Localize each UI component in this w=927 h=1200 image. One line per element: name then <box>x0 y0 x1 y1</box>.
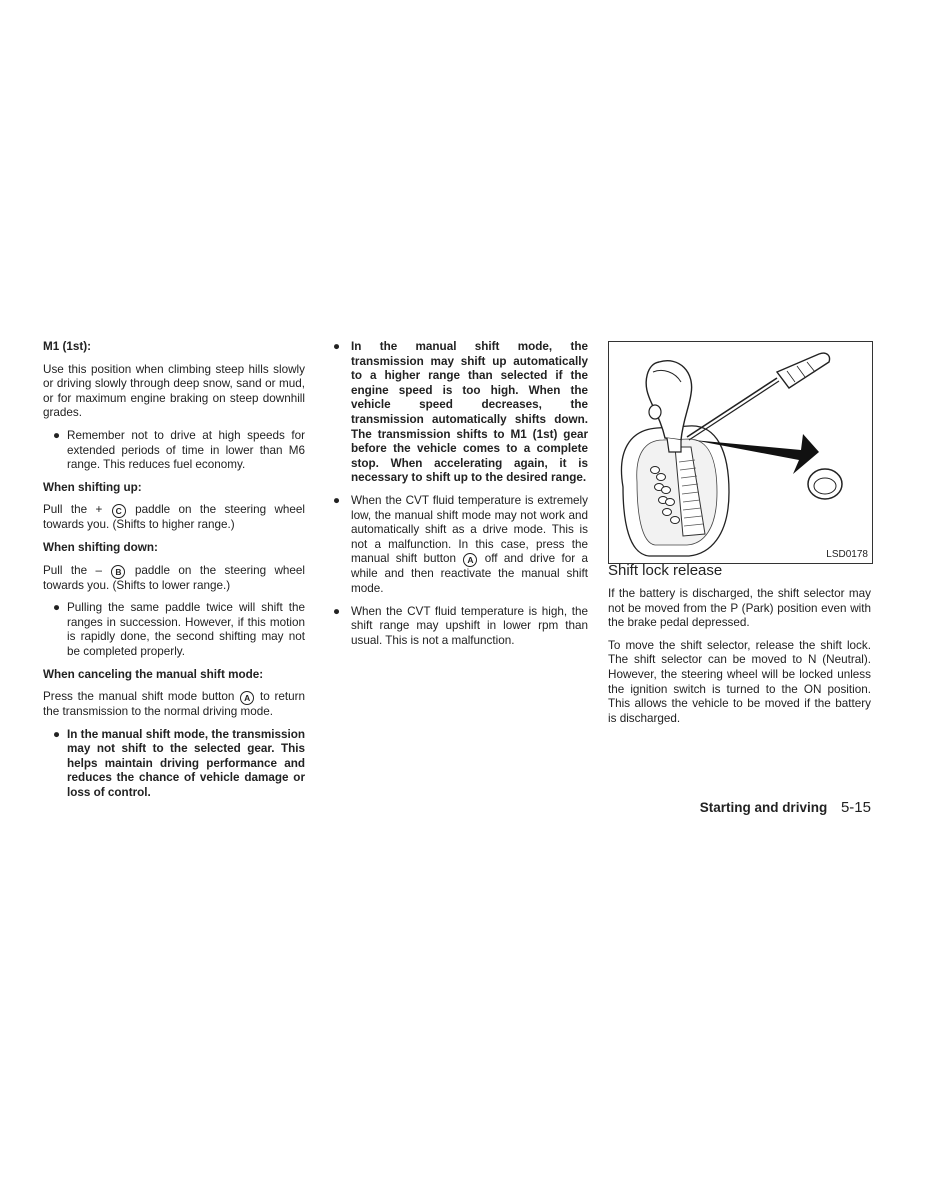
bullet-icon: ● <box>333 493 341 507</box>
bullet-icon: ● <box>53 428 61 442</box>
page-number: 5-15 <box>840 799 871 816</box>
m1-bullet-text: Remember not to drive at high speeds for extended periods of time in lower than M6 range. This reduces fuel economy. <box>67 428 305 472</box>
shift-lock-drawing <box>609 342 872 563</box>
middle-column <box>333 340 588 656</box>
right-column <box>608 587 871 734</box>
page-footer <box>700 799 871 816</box>
shift-down-text-start: Pull the – <box>43 563 103 577</box>
bullet-icon: ● <box>53 727 61 741</box>
footer-section: Starting and driving <box>699 800 828 815</box>
callout-b-icon: B <box>111 565 125 579</box>
shift-lock-paragraph-1: If the battery is discharged, the shift selector may not be moved from the P (Park) position even with the brake pedal depressed. <box>608 587 871 630</box>
list-item <box>43 601 305 659</box>
list-item <box>333 605 588 649</box>
list-item <box>43 728 305 801</box>
auto-shift-bullet-text: In the manual shift mode, the transmission may shift up automatically to a higher range than selected if the engine speed is too high. When the vehicle speed decreases, the transmission automatically shifts down. The transmission shifts to M1 (1st) gear before the vehicle comes to a complete stop. When accelerating again, it is necessary to shift up to the desired range. <box>351 340 588 485</box>
shift-lock-paragraph-2: To move the shift selector, release the shift lock. The shift selector can be moved to N (Neutral). However, the steering wheel will be locked unless the ignition switch is turned to the ON position. This allows the vehicle to be moved if the battery is discharged. <box>608 638 871 725</box>
m1-text: Use this position when climbing steep hills slowly or driving slowly through deep snow, sand or mud, or for maximum engine braking on steep downhill grades. <box>43 362 305 420</box>
list-item <box>43 429 305 473</box>
shift-down-text <box>43 564 305 594</box>
shift-up-heading: When shifting up: <box>43 480 142 494</box>
cancel-text-end: to return the transmission to the normal driving mode. <box>43 690 306 719</box>
bullet-icon: ● <box>333 340 341 353</box>
bullet-icon: ● <box>333 604 341 618</box>
list-item <box>333 340 588 486</box>
shift-down-text-end: paddle on the steering wheel towards you. (Shifts to lower range.) <box>43 563 306 592</box>
low-temp-bullet-text <box>351 494 588 595</box>
cancel-text-start: Press the manual shift mode button <box>43 690 235 704</box>
cancel-bullet-text: In the manual shift mode, the transmission may not shift to the selected gear. This helps maintain driving performance and reduces the chance of vehicle damage or loss of control. <box>67 727 305 800</box>
high-temp-bullet-text: When the CVT fluid temperature is high, the shift range may upshift in lower rpm than usual. This is not a malfunction. <box>351 604 588 647</box>
down-bullet-text: Pulling the same paddle twice will shift the ranges in succession. However, if this motion is rapidly done, the second shifting may not be completed properly. <box>67 601 305 658</box>
section-title: Shift lock release <box>608 562 723 579</box>
bullet-icon: ● <box>53 601 61 615</box>
shift-up-text <box>43 503 305 533</box>
shift-lock-illustration <box>608 341 873 564</box>
cancel-text <box>43 690 305 720</box>
list-item <box>333 494 588 597</box>
shift-down-heading: When shifting down: <box>43 540 158 554</box>
figure-code: LSD0178 <box>826 549 868 560</box>
low-temp-text-start: When the CVT fluid temperature is extremely low, the manual shift mode may not work and automatically shift as a drive mode. This is not a malfunction. In this case, press the manual shift button <box>351 493 588 566</box>
cancel-heading: When canceling the manual shift mode: <box>43 667 264 681</box>
left-column <box>43 340 305 809</box>
m1-heading: M1 (1st): <box>43 340 92 353</box>
shift-up-text-start: Pull the + <box>43 503 103 517</box>
callout-a-icon: A <box>463 553 477 567</box>
shift-up-text-end: paddle on the steering wheel towards you. (Shifts to higher range.) <box>43 503 306 532</box>
callout-c-icon: C <box>112 504 126 518</box>
callout-a-icon: A <box>240 691 254 705</box>
low-temp-text-end: off and drive for a while and then reactivate the manual shift mode. <box>351 552 589 595</box>
